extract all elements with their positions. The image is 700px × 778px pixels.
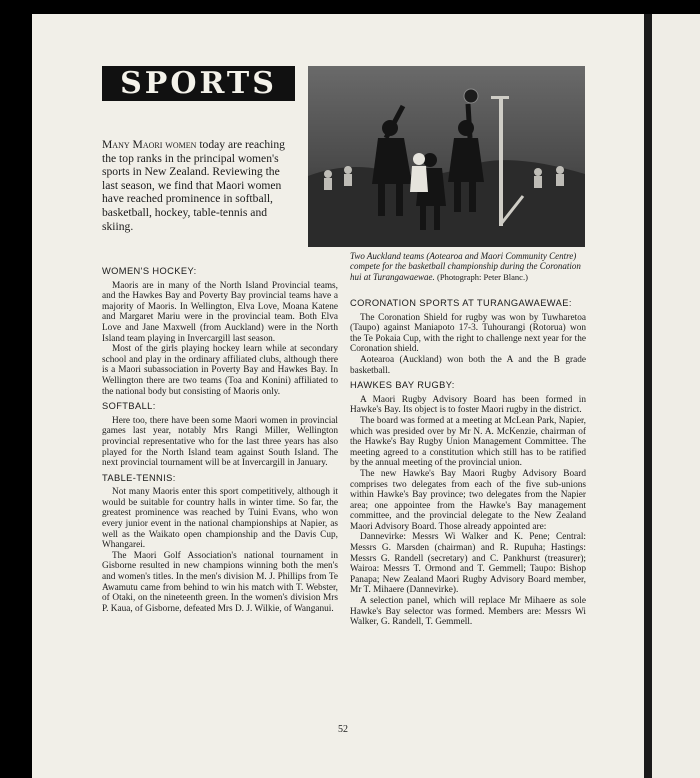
hockey-heading: WOMEN'S HOCKEY: (102, 266, 197, 276)
coronation-paragraph-2: Aotearoa (Auckland) won both the A and the B grade basketball. (350, 354, 586, 376)
facing-page-edge (652, 14, 700, 778)
photo-credit: (Photograph: Peter Blanc.) (437, 271, 528, 282)
rugby-paragraph-5: A selection panel, which will replace Mr Mihaere as sole Hawke's Bay selector was formed. Members are: Messrs Wi Walker, G. Randell, T. Gemmell. (350, 596, 586, 628)
intro-text: today are reaching the top ranks in the principal women's sports in New Zealand. Reviewing the last season, we find that Maori women have reached prominence in softball, basketball, hockey, table-tennis and skiing. (102, 138, 285, 233)
rugby-paragraph-1: A Maori Rugby Advisory Board has been formed in Hawke's Bay. Its object is to foster Maori rugby in the district. (350, 394, 586, 416)
page-number: 52 (338, 724, 348, 735)
book-gutter (644, 14, 652, 778)
table-tennis-heading: TABLE-TENNIS: (102, 472, 176, 483)
caption-text: Two Auckland teams (Aotearoa and Maori Community Centre) compete for the basketball championship during the Coronation hui at Turangawaewae. (350, 251, 581, 282)
coronation-paragraph-1: The Coronation Shield for rugby was won by Tuwharetoa (Taupo) against Maniapoto 17-3. Tuhourangi (Rotorua) won the Te Pokaia Cup, with the right to challenge next year for the Coronation shield. (350, 312, 586, 355)
rugby-heading: HAWKES BAY RUGBY: (350, 380, 455, 391)
intro-lead: Many Maori women (102, 138, 197, 151)
coronation-heading: CORONATION SPORTS AT TURANGAWAEWAE: (350, 298, 572, 308)
rugby-paragraph-4: Dannevirke: Messrs Wi Walker and K. Pene; Central: Messrs G. Marsden (chairman) and R. Rupuha; Hastings: Messrs G. Randell (secretary) and C. Pankhurst (treasurer); Wairoa: Messrs T. Ormond and T. Gemmell; Taupo: Bishop Panapa; New Zealand Maori Rugby Advisory Board member, Mr T. Mihaere (Dannevirke). (350, 532, 586, 596)
left-column (102, 262, 338, 614)
photo-caption (350, 251, 586, 282)
rugby-paragraph-2: The board was formed at a meeting at McLean Park, Napier, which was presided over by Mr N. A. McKenzie, chairman of the Hawke's Bay Rugby Union Management Committee. The meeting agreed to a constitution which still has to be ratified by the annual meeting of the provincial union. (350, 415, 586, 469)
softball-paragraph-1: Here too, there have been some Maori women in provincial games last year, notably Mrs Rangi Miller, Wellington provincial representative who for the last three years has also played for the North Island team against South Island. The next provincial tournament will be at Invercargill in January. (102, 415, 338, 469)
table-tennis-paragraph-2: The Maori Golf Association's national tournament in Gisborne resulted in new champions winning both the men's and women's titles. In the men's division M. J. Phillips from Te Awamutu came from behind to win his match with T. Webster, of Otaki, on the nineteenth green. In the women's division Mrs P. Kaua, of Gisborne, defeated Mrs D. J. Wilkie, of Wanganui. (102, 550, 338, 614)
rugby-paragraph-3: The new Hawke's Bay Maori Rugby Advisory Board comprises two delegates from each of the five sub-unions within Hawke's Bay province; two delegates from the Napier area; one appointee from the Hawke's Bay management committee, and the provincial delegate to the New Zealand Maori Advisory Board. Those already appointed are: (350, 468, 586, 532)
basketball-photo (308, 66, 585, 247)
banner-title: SPORTS (120, 66, 277, 101)
intro-paragraph (102, 138, 298, 233)
hockey-paragraph-2: Most of the girls playing hockey learn while at secondary school and play in the ordinary affiliated clubs, although there is a Maori subassociation in Poverty Bay and Hawkes Bay. In Wellington there are two teams (Toa and Konini) affiliated to the national body but consisting of Maoris only. (102, 344, 338, 397)
softball-heading: SOFTBALL: (102, 401, 156, 412)
hockey-paragraph-1: Maoris are in many of the North Island Provincial teams, and the Hawkes Bay and Poverty Bay provincial teams have a majority of Maoris. In Wellington, Elva Love, Moana Katene and Margaret Mariu were in the provincial team. Both Elva Love and Jane Maxwell (from Auckland) were in the North Island team playing in Invercargill last season. (102, 280, 338, 344)
photo-illustration (308, 66, 585, 247)
sports-banner (102, 66, 295, 101)
right-column (350, 294, 586, 628)
table-tennis-paragraph-1: Not many Maoris enter this sport competitively, although it would be suitable for country halls in winter time. So far, the greatest prominence was reached by Tuini Evans, who won every junior event in the national championships at Napier, as well as the Waikato open championship and the Davis Cup, Whangarei. (102, 487, 338, 551)
